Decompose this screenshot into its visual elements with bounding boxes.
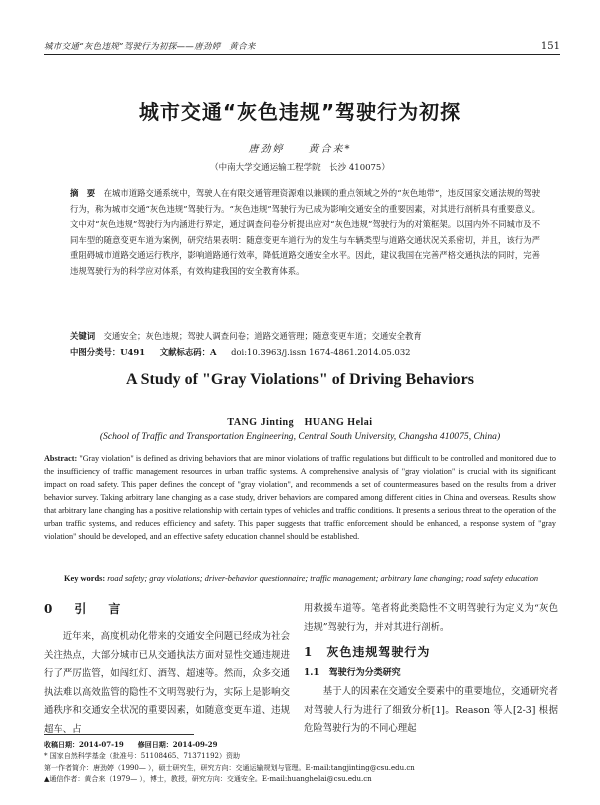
- english-keywords-text: road safety; gray violations; driver-behavior questionnaire; traffic management; arbitrary lane changing; road safety education: [105, 574, 539, 583]
- english-authors: TANG Jinting HUANG Helai: [227, 417, 373, 428]
- english-keywords-label: Key words:: [64, 574, 106, 583]
- footnote-first-author: 第一作者简介：唐劲婷（1990— ），硕士研究生，研究方向：交通运输规划与管理。E-mail:tangjinting@csu.edu.cn: [44, 763, 415, 772]
- footnote-dates: 收稿日期：2014-07-19 修回日期：2014-09-29: [44, 740, 218, 749]
- section-0-heading: 0 引 言: [44, 602, 126, 616]
- clc-number: 中图分类号：U491: [70, 347, 146, 357]
- english-keywords: [64, 572, 556, 585]
- chinese-keywords: [70, 329, 540, 343]
- chinese-affiliation: （中南大学交通运输工程学院 长沙 410075）: [210, 163, 390, 173]
- english-abstract: [44, 452, 556, 543]
- left-column: [44, 600, 290, 739]
- footnote-divider: [44, 734, 194, 735]
- footnote-corresponding-author: ▲通信作者：黄合来（1979— ），博士，教授，研究方向：交通安全。E-mail:huanghelai@csu.edu.cn: [44, 775, 372, 784]
- section-1-heading: 1 灰色违规驾驶行为: [304, 645, 431, 659]
- chinese-keywords-text: 交通安全；灰色违规；驾驶人调查问卷；道路交通管理；随意变更车道；交通安全教育: [103, 331, 422, 341]
- subsection-1-1-heading: 1.1 驾驶行为分类研究: [304, 668, 401, 678]
- doi: doi:10.3963/j.issn 1674-4861.2014.05.032: [231, 347, 411, 357]
- document-code: 文献标志码：A: [159, 347, 217, 357]
- chinese-abstract-label: 摘 要: [70, 188, 104, 198]
- chinese-authors: 唐劲婷 黄合来*: [248, 144, 352, 155]
- running-head-title: 城市交通“灰色违规”驾驶行为初探——唐劲婷 黄合来: [44, 42, 256, 52]
- english-abstract-label: Abstract:: [44, 454, 78, 463]
- chinese-abstract: [70, 186, 540, 280]
- chinese-keywords-label: 关键词: [70, 331, 104, 341]
- english-title: A Study of "Gray Violations" of Driving Behaviors: [125, 371, 474, 388]
- page-number: 151: [540, 41, 560, 52]
- continuation-paragraph: 用救援车道等。笔者将此类隐性不文明驾驶行为定义为“灰色违规”驾驶行为，并对其进行剖析。: [304, 603, 558, 633]
- section-0-paragraph: 近年来，高度机动化带来的交通安全问题已经成为社会关注热点，大部分城市已从交通执法方面对显性交通违规进行了严厉监管，如闯红灯、酒驾、超速等。然而，众多交通执法难以高效监管的隐性不文明驾驶行为，实际上是影响交通秩序和交通安全状况的重要因素，如随意变更车道、违规超车、占: [44, 631, 290, 735]
- footnotes: [44, 739, 556, 786]
- right-column: [304, 600, 558, 739]
- english-affiliation: (School of Traffic and Transportation Engineering, Central South University, Changsha 410075, China): [99, 431, 501, 442]
- classification-line: [70, 345, 540, 359]
- chinese-abstract-text: 在城市道路交通系统中，驾驶人在有限交通管理资源难以兼顾的重点领域之外的“灰色地带”，违反国家交通法规的驾驶行为，称为城市交通“灰色违规”驾驶行为。“灰色违规”驾驶行为已成为影响交通安全的重要因素，对其进行剖析具有重要意义。文中对“灰色违规”驾驶行为内涵进行界定，通过调查问卷分析提出应对“灰色违规”驾驶行为的对策框架。以国内外不同城市及不同车型的随意变更车道为案例，研究结果表明：随意变更车道行为的发生与车辆类型与道路交通状况关系密切，并且，该行为严重阻碍城市道路交通运行秩序，影响道路通行效率，降低道路交通安全水平。因此，建议我国在完善严格交通执法的同时，完善违规驾驶行为的科学应对体系，有效构建我国的安全教育体系。: [70, 188, 541, 276]
- subsection-1-1-paragraph: 基于人的因素在交通安全要素中的重要地位，交通研究者对驾驶人行为进行了细致分析[1]。Reason 等人[2-3] 根据危险驾驶行为的不同心理起: [304, 686, 558, 734]
- running-head: [44, 40, 560, 55]
- chinese-title: 城市交通“灰色违规”驾驶行为初探: [138, 100, 462, 124]
- footnote-fund: * 国家自然科学基金（批准号：51108465、71371192）资助: [44, 751, 240, 760]
- english-abstract-text: "Gray violation" is defined as driving behaviors that are minor violations of traffic regulations but difficult to be controlled and monitored due to the insufficiency of traffic management resources in urban traffic systems. A comprehensive analysis of "gray violation" is crucial with its significant impact on road safety. This paper defines the concept of "gray violation", and recommends a set of countermeasures based on the results from a driver behavior survey. Taking arbitrary lane changing as a case study, driver behaviors are compared among different cities in China and overseas. Results show that arbitrary lane changing has a positive relationship with certain types of vehicles and traffic conditions. It presents a serious threat to the operation of the urban traffic systems, and reduces efficiency and safety. This paper suggests that traffic enforcement should be enhanced, a response system of "gray violation" should be developed, and an effective safety education channel should be established.: [44, 454, 556, 541]
